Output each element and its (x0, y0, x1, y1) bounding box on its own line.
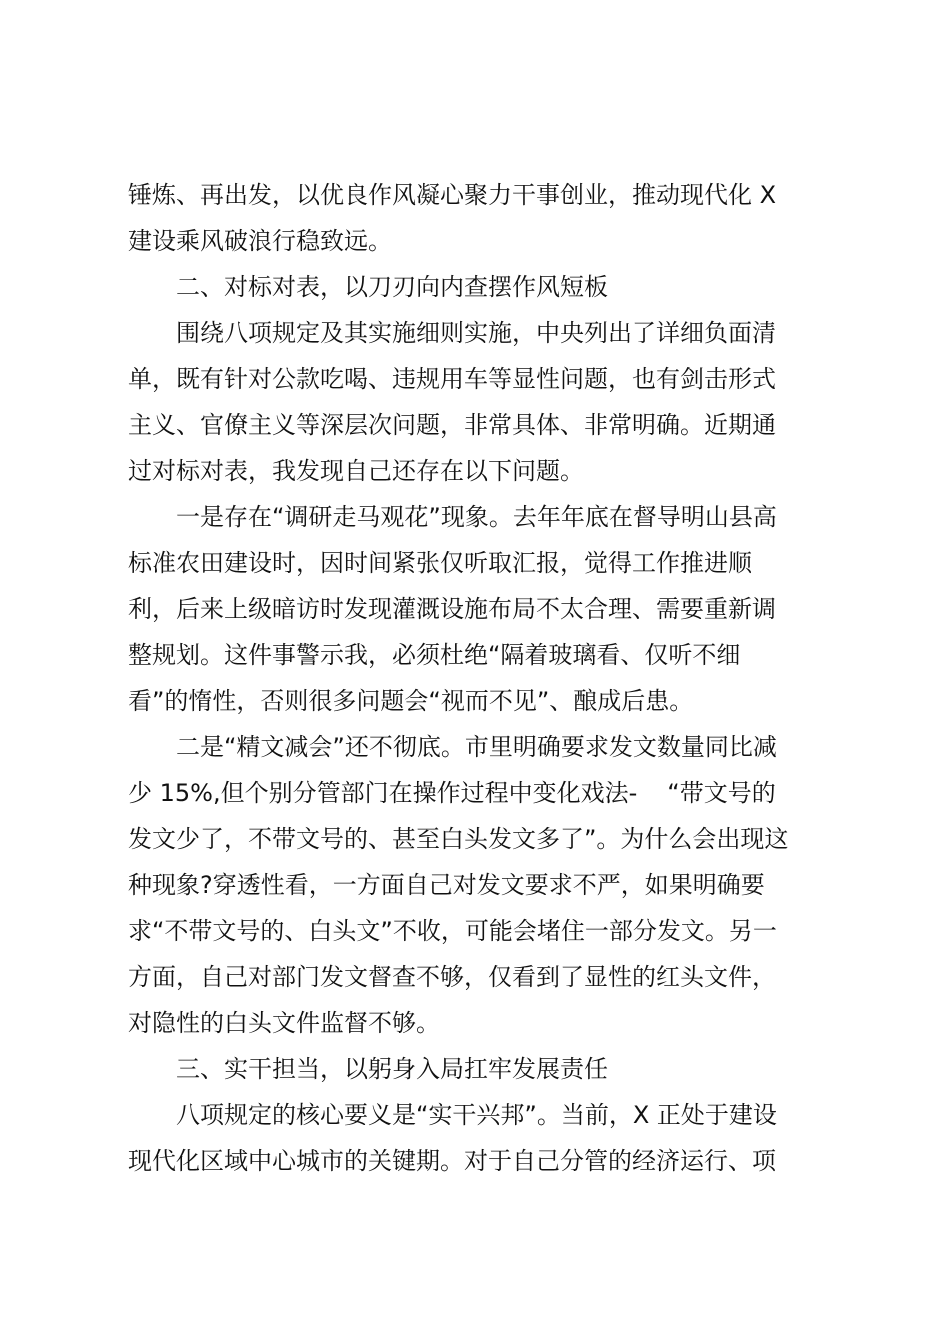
text-line: 种现象?穿透性看，一方面自己对发文要求不严，如果明确要 (128, 871, 765, 899)
section-heading: 三、实干担当，以躬身入局扛牢发展责任 (176, 1055, 608, 1083)
text-line: 主义、官僚主义等深层次问题，非常具体、非常明确。近期通 (128, 411, 776, 439)
text-line: 一是存在“调研走马观花”现象。去年年底在督导明山县高 (176, 503, 777, 531)
text-segment: “带文号的 (667, 779, 776, 807)
text-line: 锤炼、再出发，以优良作风凝心聚力干事创业，推动现代化 X (128, 181, 777, 209)
section-heading: 二、对标对表，以刀刃向内查摆作风短板 (176, 273, 608, 301)
text-line: 看”的惰性，否则很多问题会“视而不见”、酿成后患。 (128, 687, 694, 715)
text-line: 方面，自己对部门发文督查不够，仅看到了显性的红头文件， (128, 963, 776, 991)
text-line: 建设乘风破浪行稳致远。 (128, 227, 392, 255)
text-segment: 少 15%,但个别分管部门在操作过程中变化戏法- (128, 779, 638, 807)
text-line: 围绕八项规定及其实施细则实施，中央列出了详细负面清 (176, 319, 776, 347)
text-line: 标准农田建设时，因时间紧张仅听取汇报，觉得工作推进顺 (128, 549, 752, 577)
text-line: 二是“精文减会”还不彻底。市里明确要求发文数量同比减 (176, 733, 777, 761)
text-line: 八项规定的核心要义是“实干兴邦”。当前，X 正处于建设 (176, 1101, 777, 1129)
text-line: 现代化区域中心城市的关键期。对于自己分管的经济运行、项 (128, 1147, 776, 1175)
text-line: 过对标对表，我发现自己还存在以下问题。 (128, 457, 584, 485)
text-line: 对隐性的白头文件监督不够。 (128, 1009, 440, 1037)
text-line: 求“不带文号的、白头文”不收，可能会堵住一部分发文。另一 (128, 917, 777, 945)
text-line: 整规划。这件事警示我，必须杜绝“隔着玻璃看、仅听不细 (128, 641, 741, 669)
text-line: 单，既有针对公款吃喝、违规用车等显性问题，也有剑击形式 (128, 365, 776, 393)
text-line (128, 770, 828, 816)
text-line: 利，后来上级暗访时发现灌溉设施布局不太合理、需要重新调 (128, 595, 776, 623)
text-line: 发文少了，不带文号的、甚至白头发文多了”。为什么会出现这 (128, 825, 789, 853)
